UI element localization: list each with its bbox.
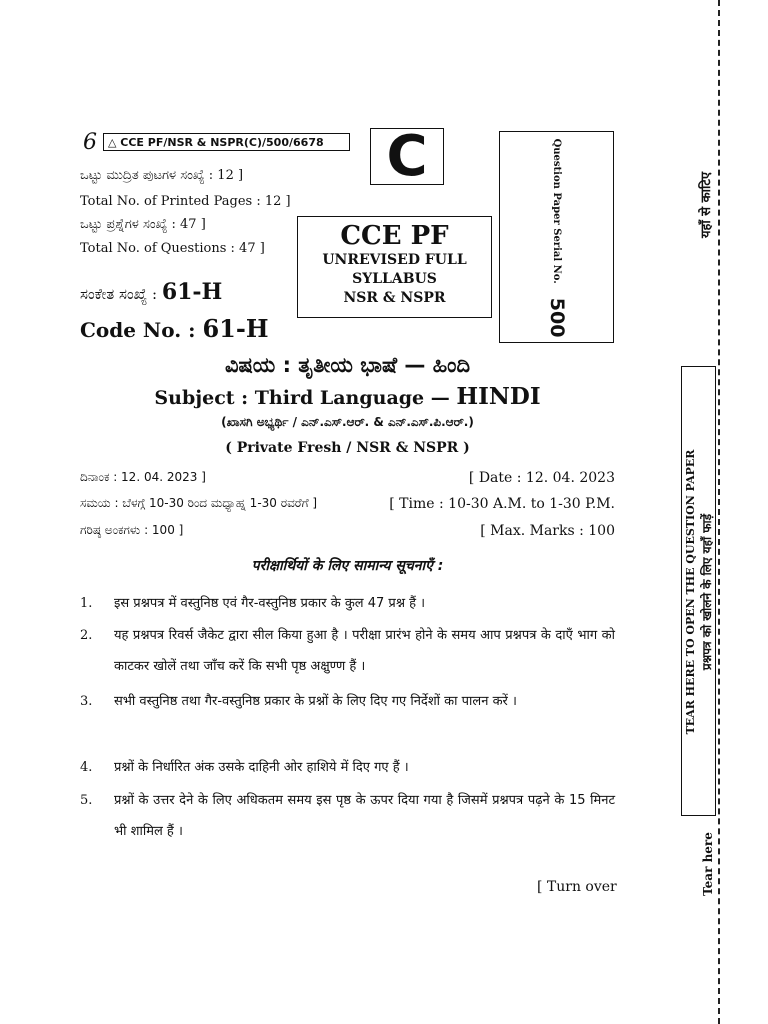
tear-here-label: Tear here bbox=[701, 832, 715, 896]
instruction-number: 1. bbox=[80, 596, 93, 611]
instruction-item bbox=[80, 752, 615, 783]
turn-over-label: [ Turn over bbox=[537, 879, 617, 895]
time-kn: ಸಮಯ : ಬೆಳಗ್ಗೆ 10-30 ರಿಂದ ಮಧ್ಯಾಹ್ನ 1-30 ರವರೆಗೆ ] bbox=[80, 496, 318, 510]
tear-label-hi: प्रश्नपत्र को खोलने के लिए यहाँ फाड़ें bbox=[700, 513, 714, 671]
printed-pages-kn: ಒಟ್ಟು ಮುದ್ರಿತ ಪುಟಗಳ ಸಂಖ್ಯೆ : 12 ] bbox=[80, 168, 244, 183]
tear-label-en: TEAR HERE TO OPEN THE QUESTION PAPER bbox=[684, 449, 697, 735]
marks-row bbox=[80, 523, 615, 539]
instruction-text: प्रश्नों के उत्तर देने के लिए अधिकतम समय इस पृष्ठ के ऊपर दिया गया है जिसमें प्रश्नपत्र पढ़ने के 15 मिनट भी शामिल हैं । bbox=[114, 793, 615, 839]
instruction-number: 4. bbox=[80, 760, 93, 775]
instruction-text: सभी वस्तुनिष्ठ तथा गैर-वस्तुनिष्ठ प्रकार के प्रश्नों के लिए दिए गए निर्देशों का पालन करें । bbox=[114, 694, 517, 709]
printed-pages-en: Total No. of Printed Pages : 12 ] bbox=[80, 194, 291, 209]
subject-language: HINDI bbox=[456, 383, 541, 410]
serial-number-box bbox=[499, 131, 614, 343]
instruction-item bbox=[80, 620, 615, 682]
subject-en bbox=[80, 383, 615, 410]
time-row bbox=[80, 496, 615, 512]
tear-instruction-box bbox=[681, 366, 716, 816]
code-value: 61-H bbox=[202, 314, 269, 343]
instruction-item bbox=[80, 686, 615, 717]
marks-kn: ಗರಿಷ್ಠ ಅಂಕಗಳು : 100 ] bbox=[80, 523, 184, 537]
instructions-heading: परीक्षार्थियों के लिए सामान्य सूचनाएँ : bbox=[251, 558, 444, 574]
subject-prefix: Subject : Third Language — bbox=[154, 387, 450, 409]
instruction-item bbox=[80, 785, 615, 847]
code-label: Code No. : bbox=[80, 318, 196, 342]
candidate-en: ( Private Fresh / NSR & NSPR ) bbox=[225, 440, 470, 456]
instruction-text: इस प्रश्नपत्र में वस्तुनिष्ठ एवं गैर-वस्तुनिष्ठ प्रकार के कुल 47 प्रश्न हैं । bbox=[114, 596, 426, 611]
cce-line1: UNREVISED FULL bbox=[322, 252, 467, 268]
cce-box bbox=[297, 216, 492, 318]
serial-label: Question Paper Serial No. bbox=[551, 138, 563, 284]
questions-kn: ಒಟ್ಟು ಪ್ರಶ್ನೆಗಳ ಸಂಖ್ಯೆ : 47 ] bbox=[80, 217, 206, 232]
instruction-text: यह प्रश्नपत्र रिवर्स जैकेट द्वारा सील किया हुआ है । परीक्षा प्रारंभ होने के समय आप प्रश्नपत्र के दाएँ भाग को काटकर खोलें तथा जाँच करें कि सभी पृष्ठ अक्षुण्ण हैं । bbox=[114, 628, 615, 674]
paper-code-box: △ CCE PF/NSR & NSPR(C)/500/6678 bbox=[103, 133, 350, 151]
instruction-number: 2. bbox=[80, 628, 93, 643]
version-letter: C bbox=[370, 128, 444, 185]
cce-title: CCE PF bbox=[340, 221, 449, 251]
questions-en: Total No. of Questions : 47 ] bbox=[80, 241, 265, 256]
sanket-label: ಸಂಕೇತ ಸಂಖ್ಯೆ : bbox=[80, 285, 158, 303]
marks-en: [ Max. Marks : 100 bbox=[480, 523, 615, 539]
sanket-code bbox=[80, 279, 222, 305]
subject-kn: ವಿಷಯ : ತೃತೀಯ ಭಾಷೆ — ಹಿಂದಿ bbox=[224, 353, 471, 377]
instruction-text: प्रश्नों के निर्धारित अंक उसके दाहिनी ओर हाशिये में दिए गए हैं । bbox=[114, 760, 409, 775]
sanket-value: 61-H bbox=[161, 279, 223, 305]
instruction-number: 5. bbox=[80, 793, 93, 808]
instruction-number: 3. bbox=[80, 694, 93, 709]
cut-here-label: यहाँ से काटिए bbox=[699, 171, 714, 239]
instruction-item bbox=[80, 588, 615, 619]
serial-number: 500 bbox=[546, 297, 568, 338]
date-kn: ದಿನಾಂಕ : 12. 04. 2023 ] bbox=[80, 470, 206, 484]
page-number: 6 bbox=[83, 130, 97, 155]
code-number bbox=[80, 314, 269, 343]
tear-dashed-line bbox=[718, 0, 720, 1024]
time-en: [ Time : 10-30 A.M. to 1-30 P.M. bbox=[389, 496, 615, 512]
cce-line2: SYLLABUS bbox=[352, 271, 437, 287]
cce-line3: NSR & NSPR bbox=[343, 290, 446, 306]
candidate-kn: (ಖಾಸಗಿ ಅಭ್ಯರ್ಥಿ / ಎನ್.ಎಸ್.ಆರ್. & ಎನ್.ಎಸ್.ಪಿ.ಆರ್.) bbox=[221, 415, 474, 429]
date-en: [ Date : 12. 04. 2023 bbox=[468, 470, 615, 486]
date-row bbox=[80, 470, 615, 486]
